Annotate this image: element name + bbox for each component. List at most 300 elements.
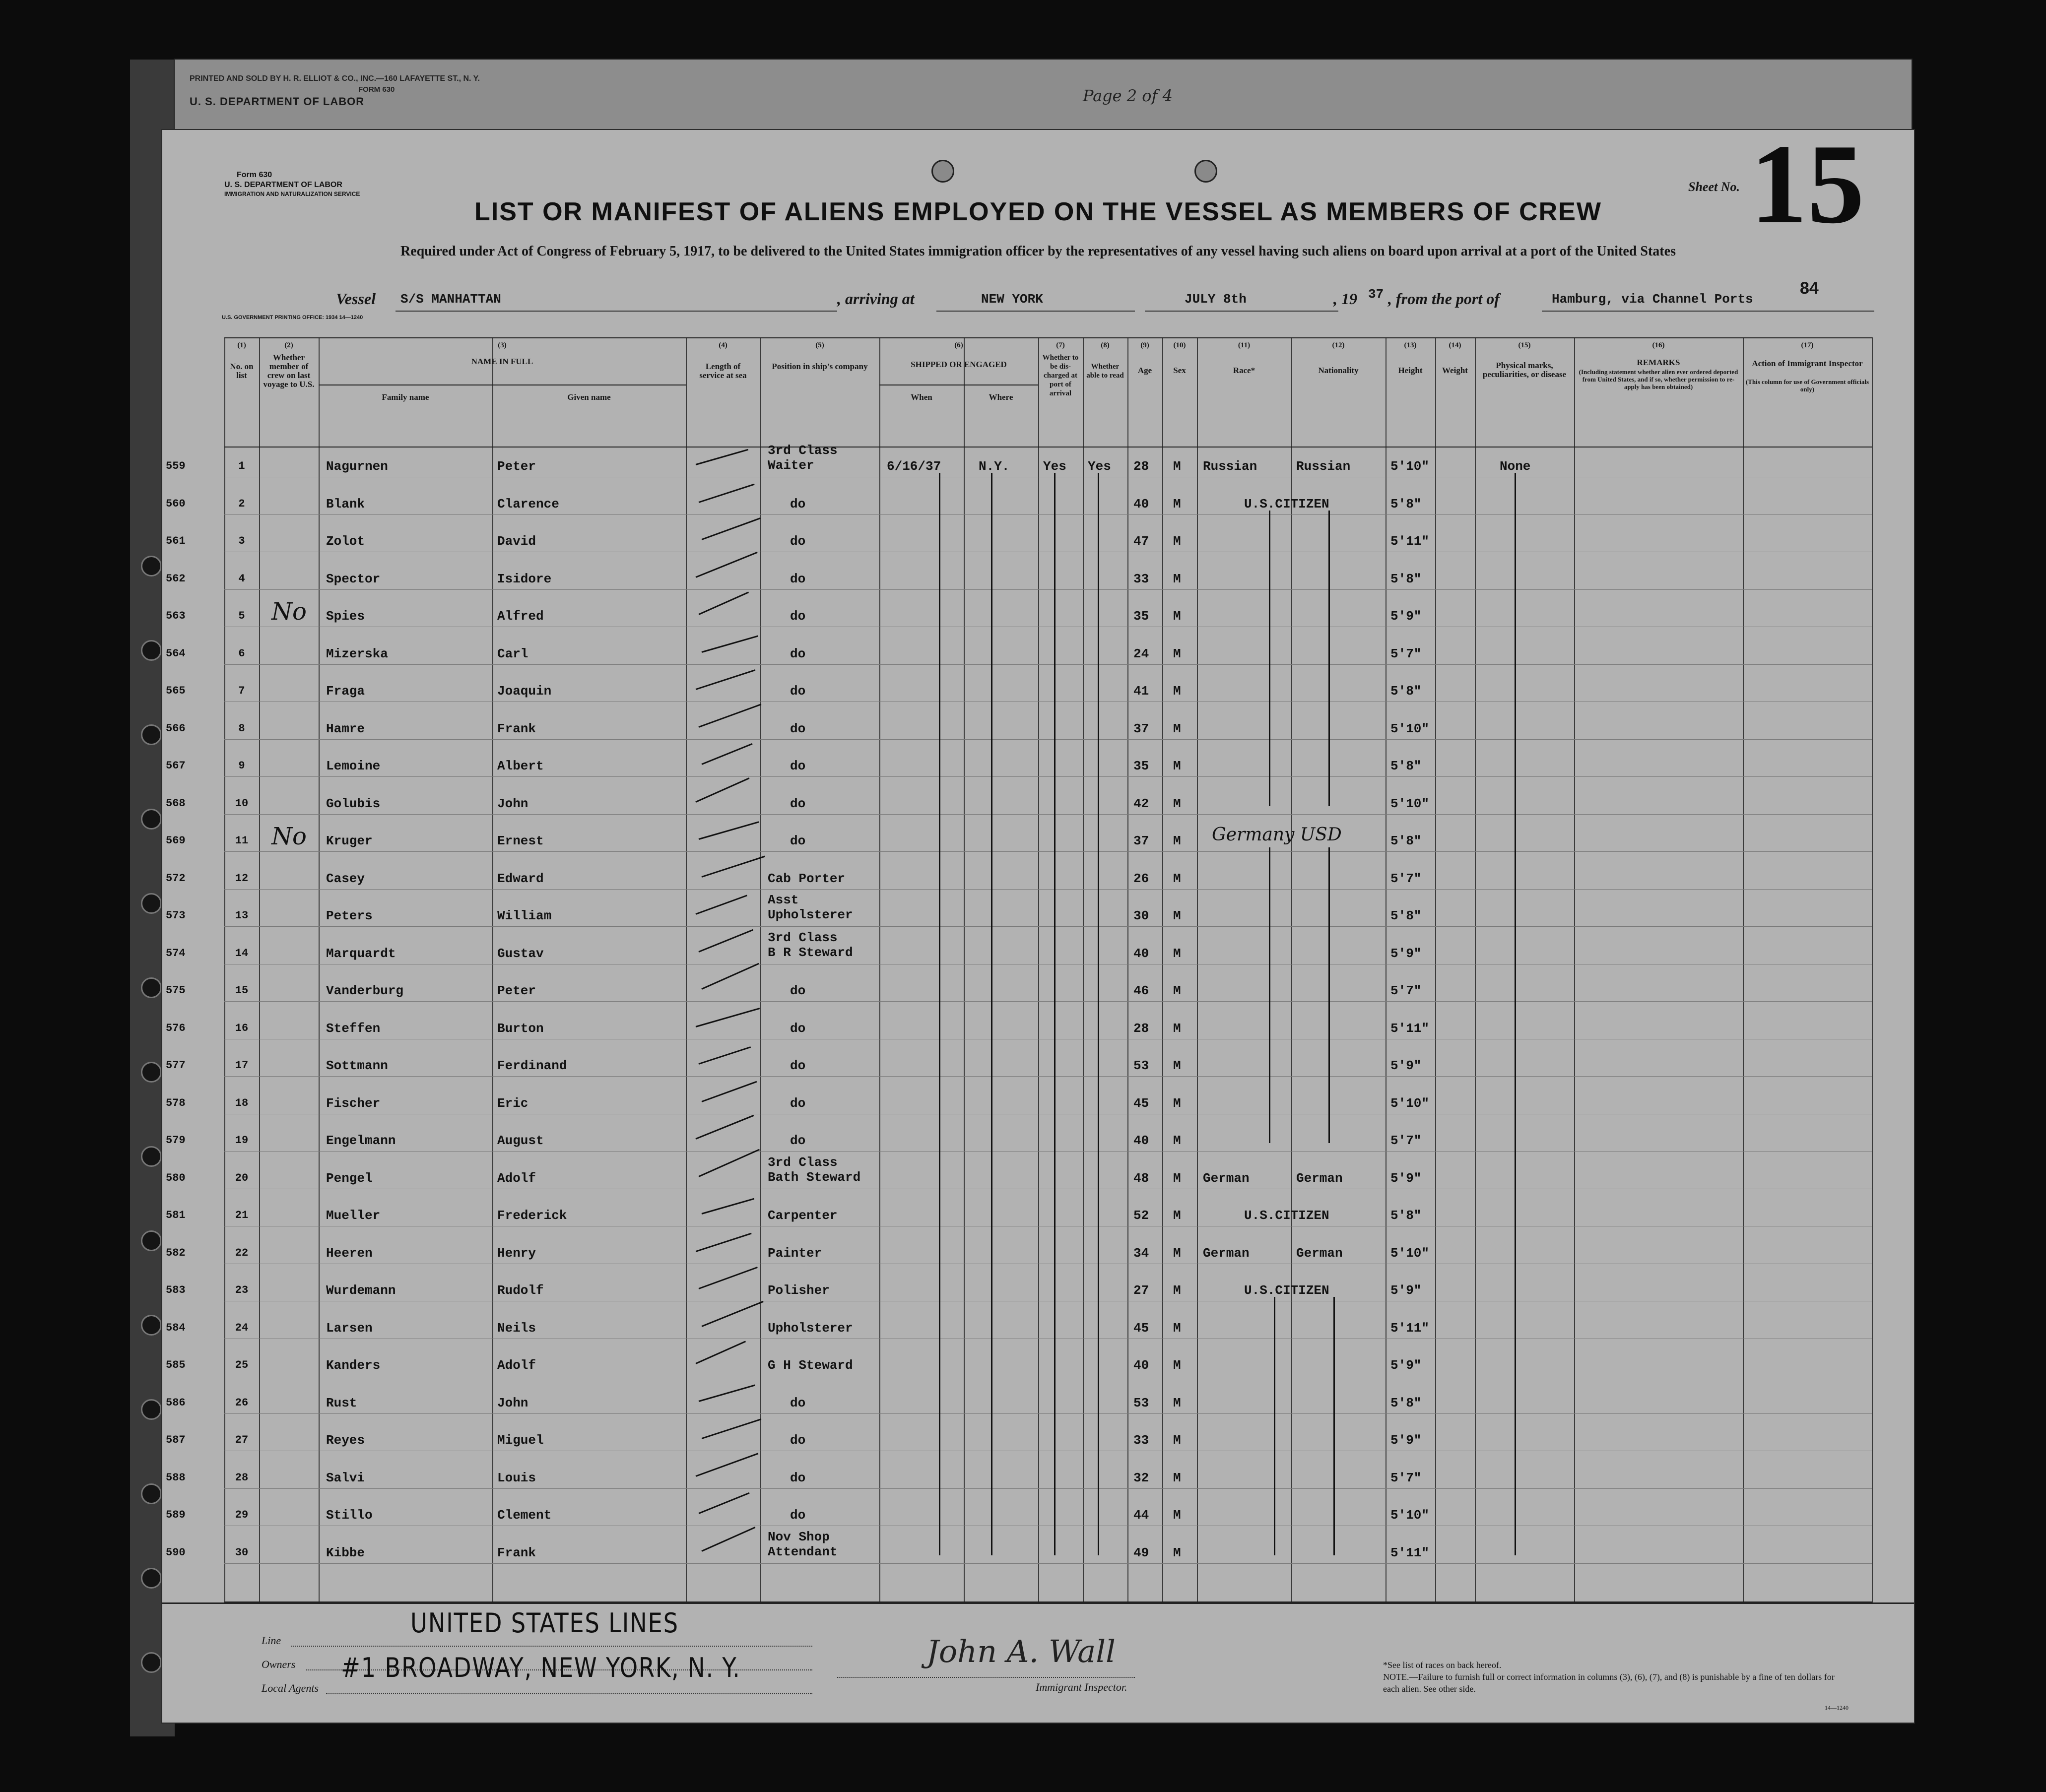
line-label: Line (262, 1634, 281, 1647)
age: 34 (1133, 1245, 1149, 1261)
able-to-read: Yes (1088, 459, 1111, 474)
arriving-underline (936, 311, 1135, 312)
race-ditto (1274, 1297, 1275, 1555)
colnum-16: (16) (1652, 341, 1665, 349)
header-no-on-list: No. on list (230, 362, 254, 380)
sex: M (1173, 459, 1181, 474)
row-number: 4 (238, 572, 245, 585)
given-name: Neils (497, 1320, 536, 1336)
service-tick (702, 1198, 755, 1215)
position-line-1: Asst (768, 893, 799, 907)
height: 5'7" (1390, 1470, 1422, 1485)
height: 5'7" (1390, 646, 1422, 661)
agents-label: Local Agents (262, 1682, 319, 1694)
age: 48 (1133, 1170, 1149, 1186)
sex: M (1173, 1358, 1181, 1373)
binder-hole (141, 1652, 162, 1673)
position: do (790, 1021, 806, 1036)
age: 40 (1133, 1133, 1149, 1148)
list-number: 564 (166, 647, 186, 660)
age: 40 (1133, 946, 1149, 961)
form-department: U. S. DEPARTMENT OF LABOR (224, 181, 342, 189)
colnum-11: (11) (1238, 341, 1251, 349)
line-dots (291, 1646, 812, 1647)
age: 35 (1133, 609, 1149, 624)
family-name: Sottmann (326, 1058, 388, 1073)
page-title: LIST OR MANIFEST OF ALIENS EMPLOYED ON THE VESSEL AS MEMBERS OF CREW (474, 197, 1602, 226)
given-name: Rudolf (497, 1283, 544, 1298)
row-rule (224, 889, 1872, 890)
binder-hole (141, 1399, 162, 1420)
sex: M (1173, 609, 1181, 624)
vessel-label: Vessel (336, 290, 376, 308)
when-ditto (939, 473, 940, 1555)
given-name: Burton (497, 1021, 544, 1036)
marks-ditto (1515, 473, 1516, 1555)
given-name: Frank (497, 1545, 536, 1560)
given-name: Albert (497, 759, 544, 773)
height: 5'9" (1390, 1358, 1422, 1373)
colnum-17: (17) (1801, 341, 1814, 349)
height: 5'11" (1390, 1545, 1430, 1560)
position: Painter (768, 1245, 822, 1261)
port-label: , from the port of (1388, 290, 1500, 308)
height: 5'8" (1390, 1395, 1422, 1410)
colnum-1: (1) (237, 341, 246, 349)
list-number: 563 (166, 610, 186, 622)
column-rule (1435, 337, 1436, 1602)
list-number: 581 (166, 1209, 186, 1221)
header-age: Age (1137, 366, 1152, 375)
family-name: Zolot (326, 534, 365, 549)
header-weight: Weight (1442, 366, 1468, 375)
height: 5'11" (1390, 534, 1430, 549)
list-number: 569 (166, 834, 186, 847)
header-action-detail: (This column for use of Government officials only) (1745, 378, 1869, 393)
column-rule (224, 337, 225, 1602)
physical-marks: None (1500, 459, 1531, 474)
service-tick (699, 1384, 755, 1402)
age: 32 (1133, 1470, 1149, 1485)
height: 5'11" (1390, 1021, 1430, 1036)
age: 37 (1133, 721, 1149, 736)
age: 28 (1133, 1021, 1149, 1036)
row-number: 11 (235, 834, 249, 847)
family-name: Kibbe (326, 1545, 365, 1560)
list-number: 574 (166, 947, 186, 960)
position-line-1: 3rd Class (768, 443, 838, 458)
service-tick (701, 743, 752, 765)
column-rule (879, 337, 880, 1602)
signature-dots (837, 1677, 1135, 1678)
header-whether-member: Whether member of crew on last voyage to U.S. (263, 353, 315, 389)
column-rule (1127, 337, 1128, 1602)
given-name: Alfred (497, 609, 544, 624)
race-ditto (1269, 511, 1270, 806)
height: 5'8" (1390, 759, 1422, 773)
header-where: Where (989, 392, 1013, 402)
position: do (790, 796, 806, 811)
given-name: Carl (497, 646, 528, 661)
row-number: 18 (235, 1096, 249, 1109)
list-number: 565 (166, 685, 186, 697)
age: 28 (1133, 459, 1149, 474)
age: 26 (1133, 871, 1149, 886)
colnum-13: (13) (1404, 341, 1417, 349)
service-tick (698, 929, 753, 952)
header-name-in-full: NAME IN FULL (471, 357, 533, 366)
list-number: 560 (166, 497, 186, 510)
row-number: 21 (235, 1209, 249, 1221)
header-remarks: REMARKS (1637, 358, 1680, 367)
header-bottom-rule (224, 447, 1872, 448)
given-name: John (497, 1395, 528, 1410)
row-number: 22 (235, 1246, 249, 1259)
service-tick (696, 1232, 752, 1252)
age: 41 (1133, 684, 1149, 699)
age: 30 (1133, 908, 1149, 923)
row-number: 8 (238, 722, 245, 735)
row-number: 28 (235, 1471, 249, 1484)
height: 5'9" (1390, 609, 1422, 624)
race-ditto (1269, 847, 1270, 1143)
row-rule (224, 1151, 1872, 1152)
position: Upholsterer (768, 1320, 853, 1336)
binder-hole (141, 1230, 162, 1251)
header-discharged: Whether to be dis-charged at port of arrival (1042, 354, 1079, 397)
height: 5'7" (1390, 983, 1422, 998)
given-name: Adolf (497, 1358, 536, 1373)
list-number: 568 (166, 797, 186, 810)
family-name: Steffen (326, 1021, 381, 1036)
given-name: Joaquin (497, 684, 552, 699)
list-number: 583 (166, 1284, 186, 1296)
row-number: 5 (238, 610, 245, 622)
list-number: 590 (166, 1546, 186, 1559)
position: do (790, 571, 806, 586)
family-name: Golubis (326, 796, 381, 811)
sheet-number: 15 (1750, 121, 1864, 247)
age: 40 (1133, 496, 1149, 512)
list-number: 562 (166, 572, 186, 585)
height: 5'8" (1390, 908, 1422, 923)
family-name: Heeren (326, 1245, 373, 1261)
nationality: German (1296, 1245, 1343, 1261)
position: do (790, 1508, 806, 1523)
crew-last-voyage-mark: No (271, 598, 307, 626)
sex: M (1173, 1508, 1181, 1523)
row-rule (224, 776, 1872, 777)
position: do (790, 721, 806, 736)
sex: M (1173, 1058, 1181, 1073)
printing-office: U.S. GOVERNMENT PRINTING OFFICE: 1934 14—1240 (222, 315, 363, 320)
family-name: Blank (326, 496, 365, 512)
family-name: Pengel (326, 1170, 373, 1186)
list-number: 585 (166, 1359, 186, 1371)
service-tick (695, 777, 749, 803)
height: 5'8" (1390, 496, 1422, 512)
colnum-2: (2) (284, 341, 293, 349)
row-number: 23 (235, 1284, 249, 1296)
where-ditto (991, 473, 992, 1555)
citizenship: U.S.CITIZEN (1244, 496, 1329, 512)
colnum-5: (5) (815, 341, 824, 349)
voyage-line (162, 285, 1914, 315)
row-rule (224, 664, 1872, 665)
given-name: Peter (497, 983, 536, 998)
age: 33 (1133, 571, 1149, 586)
height: 5'8" (1390, 684, 1422, 699)
line-stamp: UNITED STATES LINES (410, 1607, 679, 1639)
shipped-when: 6/16/37 (887, 459, 941, 474)
age: 40 (1133, 1358, 1149, 1373)
row-number: 25 (235, 1359, 249, 1371)
sex: M (1173, 759, 1181, 773)
binder-hole (141, 1146, 162, 1167)
list-number: 588 (166, 1471, 186, 1484)
sex: M (1173, 983, 1181, 998)
age: 42 (1133, 796, 1149, 811)
service-tick (695, 1115, 754, 1140)
column-rule (1162, 337, 1163, 1602)
row-number: 20 (235, 1171, 249, 1184)
row-number: 12 (235, 872, 249, 885)
column-rule (319, 337, 320, 1602)
column-rule (1038, 337, 1039, 1602)
position: do (790, 833, 806, 848)
race-handwritten: Germany USD (1212, 825, 1342, 845)
position-line-1: Nov Shop (768, 1529, 830, 1544)
form-service: IMMIGRATION AND NATURALIZATION SERVICE (224, 191, 360, 197)
row-rule (224, 1076, 1872, 1077)
sex: M (1173, 1470, 1181, 1485)
row-number: 3 (238, 535, 245, 547)
race: German (1203, 1170, 1250, 1186)
shipped-where: N.Y. (979, 459, 1010, 474)
service-tick (701, 1527, 755, 1552)
family-name: Salvi (326, 1470, 365, 1485)
service-tick (695, 895, 747, 914)
sheet-label: Sheet No. (1688, 180, 1740, 194)
nationality: German (1296, 1170, 1343, 1186)
list-number: 582 (166, 1246, 186, 1259)
given-name: Miguel (497, 1433, 544, 1448)
service-tick (695, 551, 757, 577)
column-rule (1475, 337, 1476, 1602)
height: 5'7" (1390, 1133, 1422, 1148)
header-physical-marks: Physical marks, peculiarities, or disease (1482, 361, 1567, 379)
owners-stamp: #1 BROADWAY, NEW YORK, N. Y. (341, 1652, 741, 1683)
position: do (790, 609, 806, 624)
position-line-1: 3rd Class (768, 1154, 838, 1170)
service-tick (701, 1300, 763, 1327)
binder-hole (141, 556, 162, 576)
departure-port: Hamburg, via Channel Ports (1552, 292, 1753, 307)
given-name: Gustav (497, 946, 544, 961)
family-name: Fischer (326, 1095, 381, 1111)
header-remarks-detail: (Including statement whether alien ever ordered deported from United States, and if so, whether permission to re-apply has been obtained) (1579, 368, 1738, 390)
age: 27 (1133, 1283, 1149, 1298)
height: 5'8" (1390, 833, 1422, 848)
row-rule (224, 1001, 1872, 1002)
family-name: Kruger (326, 833, 373, 848)
binder-hole (141, 809, 162, 830)
header-when: When (911, 392, 932, 402)
nationality: Russian (1296, 459, 1351, 474)
family-name: Fraga (326, 684, 365, 699)
race-note: *See list of races on back hereof. (1383, 1660, 1502, 1670)
height: 5'10" (1390, 459, 1430, 474)
row-number: 7 (238, 685, 245, 697)
column-rule (1574, 337, 1575, 1602)
nationality-ditto (1328, 847, 1330, 1143)
header-race: Race* (1233, 366, 1255, 375)
position: do (790, 1395, 806, 1410)
row-number: 14 (235, 947, 249, 960)
family-name: Nagurnen (326, 459, 388, 474)
position-line-2: B R Steward (768, 945, 853, 960)
header-height: Height (1398, 366, 1423, 375)
sex: M (1173, 534, 1181, 549)
position: do (790, 496, 806, 512)
family-name: Spector (326, 571, 381, 586)
nationality-ditto (1328, 511, 1330, 806)
given-name: Clarence (497, 496, 559, 512)
sex: M (1173, 1433, 1181, 1448)
row-number: 26 (235, 1396, 249, 1409)
position: Polisher (768, 1283, 830, 1298)
height: 5'10" (1390, 1095, 1430, 1111)
discharged-ditto (1054, 473, 1056, 1555)
header-length-of-service: Length of service at sea (699, 362, 747, 380)
header-family-name: Family name (382, 392, 429, 402)
footer-rule (162, 1602, 1914, 1604)
row-number: 9 (238, 760, 245, 772)
given-name: Peter (497, 459, 536, 474)
age: 37 (1133, 833, 1149, 848)
sex: M (1173, 833, 1181, 848)
column-rule (1872, 337, 1873, 1602)
row-number: 27 (235, 1434, 249, 1446)
list-number: 584 (166, 1321, 186, 1334)
position-line-2: Waiter (768, 458, 814, 473)
given-name: Edward (497, 871, 544, 886)
header-given-name: Given name (567, 392, 611, 402)
position: Cab Porter (768, 871, 846, 886)
owners-label: Owners (262, 1658, 296, 1670)
form-number: Form 630 (237, 171, 272, 179)
column-rule (492, 337, 493, 1602)
age: 45 (1133, 1095, 1149, 1111)
service-tick (699, 483, 755, 503)
height: 5'8" (1390, 1208, 1422, 1223)
age: 44 (1133, 1508, 1149, 1523)
inspector-label: Immigrant Inspector. (1036, 1681, 1127, 1693)
colnum-6: (6) (954, 341, 963, 349)
row-rule (224, 1488, 1872, 1489)
family-name: Lemoine (326, 759, 381, 773)
height: 5'10" (1390, 1245, 1430, 1261)
list-number: 567 (166, 760, 186, 772)
inspector-signature: John A. Wall (926, 1633, 1116, 1669)
position: do (790, 1095, 806, 1111)
given-name: Adolf (497, 1170, 536, 1186)
family-name: Engelmann (326, 1133, 396, 1148)
column-rule (760, 337, 761, 1602)
back-pencil-note: Page 2 of 4 (1083, 86, 1173, 105)
sex: M (1173, 871, 1181, 886)
binder-hole (141, 1062, 162, 1083)
list-number: 578 (166, 1096, 186, 1109)
family-name: Vanderburg (326, 983, 404, 998)
given-name: William (497, 908, 552, 923)
binder-hole (141, 724, 162, 745)
age: 53 (1133, 1395, 1149, 1410)
race: German (1203, 1245, 1250, 1261)
height: 5'9" (1390, 1170, 1422, 1186)
given-name: David (497, 534, 536, 549)
position: Carpenter (768, 1208, 838, 1223)
family-name: Larsen (326, 1320, 373, 1336)
colnum-14: (14) (1449, 341, 1461, 349)
age: 45 (1133, 1320, 1149, 1336)
family-name: Peters (326, 908, 373, 923)
citizenship: U.S.CITIZEN (1244, 1208, 1329, 1223)
service-tick (698, 591, 749, 615)
given-name: John (497, 796, 528, 811)
crew-last-voyage-mark: No (271, 823, 307, 850)
family-name: Spies (326, 609, 365, 624)
row-rule (224, 851, 1872, 852)
page-subtitle: Required under Act of Congress of February 5, 1917, to be delivered to the United States immigration officer by the representatives of any vessel having such aliens on board upon arrival at a port of the United States (400, 244, 1676, 259)
service-tick (695, 1453, 758, 1477)
position: do (790, 1133, 806, 1148)
form-code: 14—1240 (1825, 1704, 1848, 1711)
height: 5'11" (1390, 1320, 1430, 1336)
date-underline (1145, 311, 1338, 312)
read-ditto (1098, 473, 1099, 1555)
height: 5'10" (1390, 796, 1430, 811)
binder-hole (141, 977, 162, 998)
row-number: 30 (235, 1546, 249, 1559)
family-name: Kanders (326, 1358, 381, 1373)
age: 47 (1133, 534, 1149, 549)
row-number: 2 (238, 497, 245, 510)
age: 35 (1133, 759, 1149, 773)
list-number: 589 (166, 1509, 186, 1521)
position-line-2: Upholsterer (768, 907, 853, 922)
year-prefix: , 19 (1333, 290, 1357, 308)
colnum-8: (8) (1101, 341, 1110, 349)
given-name: Frederick (497, 1208, 567, 1223)
column-rule (964, 337, 965, 1602)
height: 5'9" (1390, 1283, 1422, 1298)
height: 5'7" (1390, 871, 1422, 886)
service-tick (695, 1341, 746, 1364)
service-tick (702, 1418, 762, 1439)
position: do (790, 1058, 806, 1073)
service-tick (696, 449, 749, 465)
sex: M (1173, 684, 1181, 699)
back-printer-imprint: PRINTED AND SOLD BY H. R. ELLIOT & CO., INC.—160 LAFAYETTE ST., N. Y. (190, 74, 480, 83)
family-name: Casey (326, 871, 365, 886)
colnum-7: (7) (1056, 341, 1065, 349)
age: 46 (1133, 983, 1149, 998)
list-number: 579 (166, 1134, 186, 1147)
row-number: 15 (235, 984, 249, 997)
given-name: Isidore (497, 571, 552, 586)
service-tick (696, 1008, 760, 1027)
